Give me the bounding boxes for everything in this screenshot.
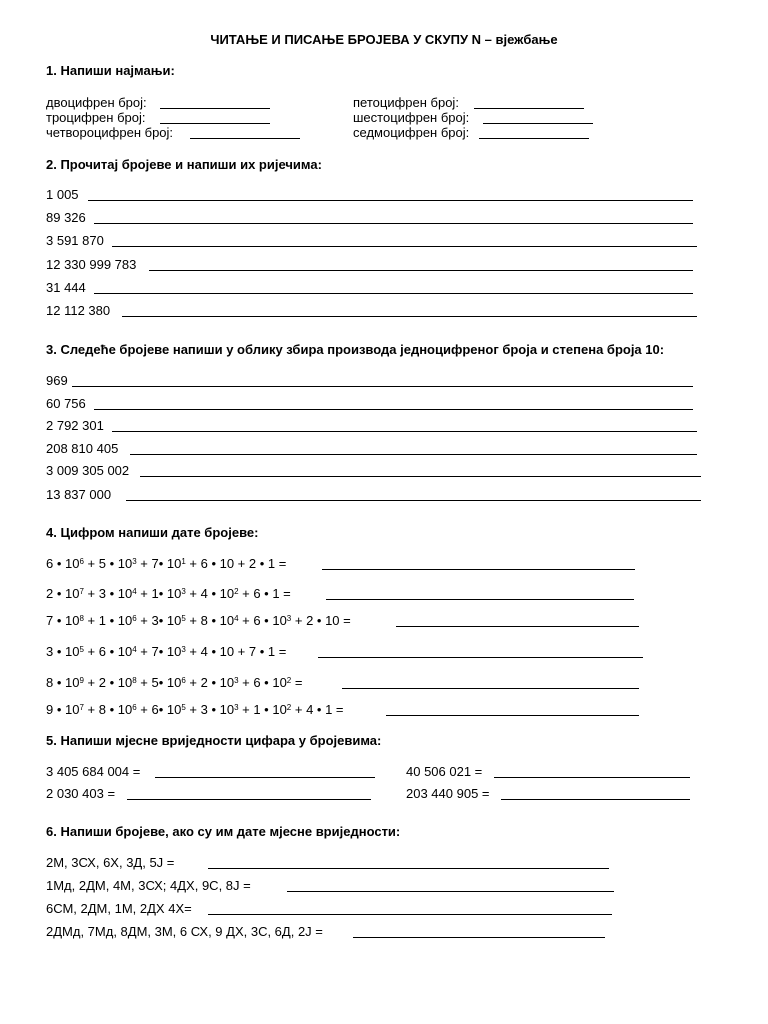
s2-answer-line[interactable] [88, 200, 693, 201]
section-3-heading: 3. Следеће бројеве напиши у облику збира производа једноцифреног броја и степена броја 10: [46, 342, 665, 357]
s6-place-values: 1Мд, 2ДМ, 4М, 3СХ; 4ДХ, 9С, 8Ј = [46, 878, 251, 893]
s1-right-answer-line[interactable] [479, 138, 589, 139]
s3-number: 969 [46, 373, 68, 388]
s1-left-label: троцифрен број: [46, 110, 146, 125]
s1-right-label: петоцифрен број: [353, 95, 459, 110]
s1-left-answer-line[interactable] [160, 123, 270, 124]
page-title: ЧИТАЊЕ И ПИСАЊЕ БРОЈЕВА У СКУПУ N – вјежбање [210, 32, 558, 47]
s2-number: 1 005 [46, 187, 79, 202]
s4-answer-line[interactable] [386, 715, 639, 716]
s5-answer-line[interactable] [501, 799, 690, 800]
s3-number: 13 837 000 [46, 487, 112, 502]
s2-answer-line[interactable] [94, 293, 693, 294]
s4-expression-5: 8 • $10^9 + 2$ • $10^8$ + 5• $10^6 + 2$ • $10^3 + 6$ • $10^2$ = [46, 675, 303, 690]
s5-left-number: 2 030 403 = [46, 786, 116, 801]
s6-answer-line[interactable] [287, 891, 614, 892]
s3-answer-line[interactable] [126, 500, 701, 501]
s3-number: 3 009 305 002 [46, 463, 130, 478]
s2-number: 12 112 380 [46, 303, 111, 318]
s2-number: 89 326 [46, 210, 86, 225]
s3-answer-line[interactable] [112, 431, 697, 432]
s4-expression-6: 9 • $10^7 + 8$ • $10^6$ + 6• $10^5 + 3$ • $10^3 + 1$ • $10^2 + 4$ • 1 = [46, 702, 344, 717]
section-1-heading: 1. Напиши најмањи: [46, 63, 175, 78]
s3-answer-line[interactable] [94, 409, 693, 410]
s4-expression-4: 3 • $10^5 + 6$ • $10^4$ + 7• $10^3 + 4$ • 10 + 7 • 1 = [46, 644, 287, 659]
s3-answer-line[interactable] [72, 386, 693, 387]
s4-expression-3: 7 • $10^8 + 1$ • $10^6$ + 3• $10^5 + 8$ • $10^4 + 6$ • $10^3 + 2$ • 10 = [46, 613, 351, 628]
s4-answer-line[interactable] [318, 657, 643, 658]
s6-place-values: 6СМ, 2ДМ, 1М, 2ДХ 4Х= [46, 901, 192, 916]
s6-answer-line[interactable] [208, 914, 612, 915]
s4-answer-line[interactable] [342, 688, 639, 689]
s4-answer-line[interactable] [322, 569, 635, 570]
s3-answer-line[interactable] [130, 454, 697, 455]
s3-number: 60 756 [46, 396, 86, 411]
s4-answer-line[interactable] [326, 599, 634, 600]
section-2-heading: 2. Прочитај бројеве и напиши их ријечима: [46, 157, 322, 172]
s5-answer-line[interactable] [494, 777, 690, 778]
section-5-heading: 5. Напиши мјесне вриједности цифара у бројевима: [46, 733, 382, 748]
section-6-heading: 6. Напиши бројеве, ако су им дате мјесне вриједности: [46, 824, 401, 839]
s4-answer-line[interactable] [396, 626, 639, 627]
s5-right-number: 40 506 021 = [406, 764, 483, 779]
s4-expression-1: 6 • $10^6 + 5$ • $10^3$ + 7• $10^1 + 6$ • 10 + 2 • 1 = [46, 556, 287, 571]
s2-number: 31 444 [46, 280, 86, 295]
s1-right-label: седмоцифрен број: [353, 125, 470, 140]
s6-place-values: 2М, 3СХ, 6Х, 3Д, 5Ј = [46, 855, 175, 870]
s2-answer-line[interactable] [94, 223, 693, 224]
s6-answer-line[interactable] [353, 937, 605, 938]
s3-number: 208 810 405 [46, 441, 119, 456]
s5-right-number: 203 440 905 = [406, 786, 490, 801]
s2-number: 3 591 870 [46, 233, 104, 248]
s3-number: 2 792 301 [46, 418, 104, 433]
s1-right-answer-line[interactable] [483, 123, 593, 124]
s1-right-label: шестоцифрен број: [353, 110, 470, 125]
s5-answer-line[interactable] [127, 799, 371, 800]
s2-number: 12 330 999 783 [46, 257, 137, 272]
s2-answer-line[interactable] [149, 270, 693, 271]
s3-answer-line[interactable] [140, 476, 701, 477]
s2-answer-line[interactable] [122, 316, 697, 317]
s4-expression-2: 2 • $10^7 + 3$ • $10^4$ + 1• $10^3 + 4$ • $10^2 + 6$ • 1 = [46, 586, 291, 601]
s1-left-answer-line[interactable] [190, 138, 300, 139]
s1-left-answer-line[interactable] [160, 108, 270, 109]
s5-answer-line[interactable] [155, 777, 375, 778]
s2-answer-line[interactable] [112, 246, 697, 247]
s1-left-label: двоцифрен број: [46, 95, 147, 110]
s1-right-answer-line[interactable] [474, 108, 584, 109]
section-4-heading: 4. Цифром напиши дате бројеве: [46, 525, 259, 540]
s5-left-number: 3 405 684 004 = [46, 764, 141, 779]
s6-answer-line[interactable] [208, 868, 609, 869]
s1-left-label: четвороцифрен број: [46, 125, 174, 140]
s6-place-values: 2ДМд, 7Мд, 8ДМ, 3М, 6 СХ, 9 ДХ, 3С, 6Д, 2Ј = [46, 924, 323, 939]
